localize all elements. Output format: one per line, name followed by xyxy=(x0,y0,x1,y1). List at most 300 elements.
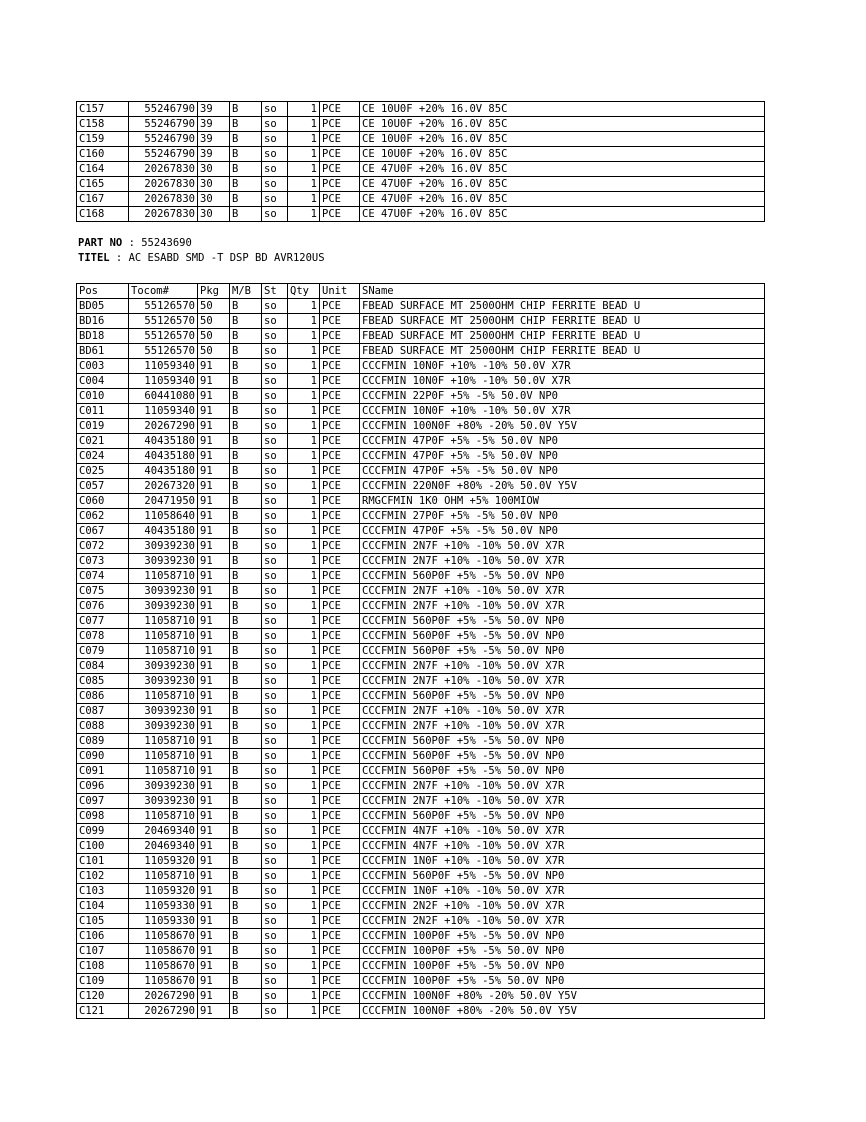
cell-tocom: 11058710 xyxy=(129,764,198,779)
cell-mb: B xyxy=(230,207,262,222)
cell-st: so xyxy=(262,359,288,374)
cell-mb: B xyxy=(230,809,262,824)
column-header-unit: Unit xyxy=(320,284,360,299)
table-row xyxy=(77,809,765,824)
cell-unit: PCE xyxy=(320,329,360,344)
title-separator: : xyxy=(109,252,129,264)
cell-unit: PCE xyxy=(320,749,360,764)
cell-pkg: 91 xyxy=(198,584,230,599)
cell-st: so xyxy=(262,177,288,192)
cell-mb: B xyxy=(230,344,262,359)
table-row xyxy=(77,854,765,869)
table-row xyxy=(77,614,765,629)
cell-sname: CCCFMIN 2N7F +10% -10% 50.0V X7R xyxy=(360,719,765,734)
cell-sname: CE 10U0F +20% 16.0V 85C xyxy=(360,147,765,162)
cell-qty: 1 xyxy=(288,704,320,719)
cell-pkg: 91 xyxy=(198,989,230,1004)
cell-qty: 1 xyxy=(288,147,320,162)
cell-pos: C108 xyxy=(77,959,129,974)
cell-sname: CE 47U0F +20% 16.0V 85C xyxy=(360,177,765,192)
table-row xyxy=(77,419,765,434)
cell-sname: CCCFMIN 100N0F +80% -20% 50.0V Y5V xyxy=(360,989,765,1004)
cell-qty: 1 xyxy=(288,884,320,899)
cell-pkg: 91 xyxy=(198,629,230,644)
table-row xyxy=(77,974,765,989)
cell-pos: C165 xyxy=(77,177,129,192)
cell-pkg: 50 xyxy=(198,314,230,329)
cell-st: so xyxy=(262,102,288,117)
cell-tocom: 30939230 xyxy=(129,704,198,719)
cell-unit: PCE xyxy=(320,974,360,989)
cell-mb: B xyxy=(230,494,262,509)
cell-pos: C167 xyxy=(77,192,129,207)
cell-pos: C164 xyxy=(77,162,129,177)
cell-unit: PCE xyxy=(320,809,360,824)
cell-mb: B xyxy=(230,599,262,614)
column-header-sname: SName xyxy=(360,284,765,299)
parts-table-body xyxy=(77,299,765,1019)
cell-qty: 1 xyxy=(288,509,320,524)
title-line xyxy=(78,251,325,265)
cell-mb: B xyxy=(230,404,262,419)
cell-st: so xyxy=(262,524,288,539)
cell-tocom: 40435180 xyxy=(129,524,198,539)
table-row xyxy=(77,659,765,674)
cell-unit: PCE xyxy=(320,854,360,869)
cell-st: so xyxy=(262,314,288,329)
table-row xyxy=(77,884,765,899)
cell-st: so xyxy=(262,644,288,659)
cell-pos: BD05 xyxy=(77,299,129,314)
cell-pos: C074 xyxy=(77,569,129,584)
cell-mb: B xyxy=(230,614,262,629)
cell-pkg: 91 xyxy=(198,809,230,824)
cell-unit: PCE xyxy=(320,554,360,569)
cell-pkg: 91 xyxy=(198,974,230,989)
title-value: AC ESABD SMD -T DSP BD AVR120US xyxy=(128,252,325,264)
table-row xyxy=(77,719,765,734)
table-row xyxy=(77,102,765,117)
cell-pkg: 91 xyxy=(198,374,230,389)
cell-pos: C084 xyxy=(77,659,129,674)
cell-pos: C103 xyxy=(77,884,129,899)
cell-unit: PCE xyxy=(320,389,360,404)
cell-qty: 1 xyxy=(288,689,320,704)
cell-st: so xyxy=(262,884,288,899)
cell-st: so xyxy=(262,374,288,389)
cell-sname: CE 47U0F +20% 16.0V 85C xyxy=(360,207,765,222)
cell-mb: B xyxy=(230,674,262,689)
cell-qty: 1 xyxy=(288,464,320,479)
cell-st: so xyxy=(262,749,288,764)
cell-unit: PCE xyxy=(320,899,360,914)
cell-sname: CCCFMIN 560P0F +5% -5% 50.0V NP0 xyxy=(360,614,765,629)
cell-sname: CCCFMIN 560P0F +5% -5% 50.0V NP0 xyxy=(360,689,765,704)
cell-sname: CCCFMIN 560P0F +5% -5% 50.0V NP0 xyxy=(360,749,765,764)
table-row xyxy=(77,207,765,222)
cell-qty: 1 xyxy=(288,674,320,689)
cell-qty: 1 xyxy=(288,779,320,794)
cell-pkg: 30 xyxy=(198,177,230,192)
cell-qty: 1 xyxy=(288,569,320,584)
cell-tocom: 40435180 xyxy=(129,449,198,464)
cell-st: so xyxy=(262,719,288,734)
cell-st: so xyxy=(262,464,288,479)
cell-pos: C060 xyxy=(77,494,129,509)
cell-mb: B xyxy=(230,162,262,177)
cell-tocom: 55126570 xyxy=(129,344,198,359)
cell-tocom: 11059340 xyxy=(129,374,198,389)
cell-qty: 1 xyxy=(288,389,320,404)
cell-pkg: 91 xyxy=(198,824,230,839)
cell-mb: B xyxy=(230,944,262,959)
cell-qty: 1 xyxy=(288,809,320,824)
cell-pos: C021 xyxy=(77,434,129,449)
cell-st: so xyxy=(262,974,288,989)
cell-pkg: 50 xyxy=(198,329,230,344)
table-row xyxy=(77,824,765,839)
cell-sname: CE 47U0F +20% 16.0V 85C xyxy=(360,192,765,207)
header-row xyxy=(77,284,765,299)
cell-unit: PCE xyxy=(320,479,360,494)
cell-tocom: 30939230 xyxy=(129,584,198,599)
cell-pos: BD18 xyxy=(77,329,129,344)
cell-pos: C024 xyxy=(77,449,129,464)
cell-mb: B xyxy=(230,869,262,884)
cell-qty: 1 xyxy=(288,554,320,569)
cell-pkg: 91 xyxy=(198,479,230,494)
cell-pos: C073 xyxy=(77,554,129,569)
cell-tocom: 55246790 xyxy=(129,132,198,147)
cell-sname: CCCFMIN 47P0F +5% -5% 50.0V NP0 xyxy=(360,524,765,539)
cell-pkg: 91 xyxy=(198,854,230,869)
cell-tocom: 11058710 xyxy=(129,569,198,584)
cell-unit: PCE xyxy=(320,132,360,147)
cell-pkg: 91 xyxy=(198,719,230,734)
cell-st: so xyxy=(262,944,288,959)
table-row xyxy=(77,794,765,809)
table-row xyxy=(77,779,765,794)
cell-unit: PCE xyxy=(320,869,360,884)
cell-pkg: 39 xyxy=(198,147,230,162)
cell-unit: PCE xyxy=(320,644,360,659)
cell-mb: B xyxy=(230,704,262,719)
part-number-value: 55243690 xyxy=(141,237,192,249)
cell-pos: C088 xyxy=(77,719,129,734)
column-header-pkg: Pkg xyxy=(198,284,230,299)
table-row xyxy=(77,509,765,524)
cell-sname: CCCFMIN 560P0F +5% -5% 50.0V NP0 xyxy=(360,644,765,659)
cell-pos: C091 xyxy=(77,764,129,779)
cell-unit: PCE xyxy=(320,344,360,359)
cell-qty: 1 xyxy=(288,329,320,344)
cell-mb: B xyxy=(230,914,262,929)
cell-mb: B xyxy=(230,584,262,599)
cell-tocom: 11058670 xyxy=(129,929,198,944)
cell-sname: CCCFMIN 2N2F +10% -10% 50.0V X7R xyxy=(360,899,765,914)
cell-sname: CCCFMIN 2N2F +10% -10% 50.0V X7R xyxy=(360,914,765,929)
cell-mb: B xyxy=(230,359,262,374)
cell-pos: C079 xyxy=(77,644,129,659)
cell-tocom: 11059330 xyxy=(129,899,198,914)
cell-mb: B xyxy=(230,314,262,329)
cell-unit: PCE xyxy=(320,404,360,419)
cell-tocom: 40435180 xyxy=(129,464,198,479)
cell-pos: C109 xyxy=(77,974,129,989)
cell-unit: PCE xyxy=(320,117,360,132)
cell-tocom: 20267830 xyxy=(129,162,198,177)
cell-unit: PCE xyxy=(320,674,360,689)
cell-qty: 1 xyxy=(288,944,320,959)
table-row xyxy=(77,869,765,884)
cell-tocom: 11058710 xyxy=(129,734,198,749)
table-row xyxy=(77,929,765,944)
cell-qty: 1 xyxy=(288,162,320,177)
cell-qty: 1 xyxy=(288,824,320,839)
cell-sname: CCCFMIN 2N7F +10% -10% 50.0V X7R xyxy=(360,674,765,689)
cell-st: so xyxy=(262,117,288,132)
cell-pkg: 91 xyxy=(198,449,230,464)
cell-sname: CCCFMIN 27P0F +5% -5% 50.0V NP0 xyxy=(360,509,765,524)
cell-st: so xyxy=(262,854,288,869)
cell-sname: CE 10U0F +20% 16.0V 85C xyxy=(360,117,765,132)
cell-st: so xyxy=(262,494,288,509)
cell-qty: 1 xyxy=(288,659,320,674)
cell-mb: B xyxy=(230,177,262,192)
cell-pos: C102 xyxy=(77,869,129,884)
cell-pos: C025 xyxy=(77,464,129,479)
cell-tocom: 11058710 xyxy=(129,614,198,629)
cell-unit: PCE xyxy=(320,629,360,644)
cell-sname: CCCFMIN 100N0F +80% -20% 50.0V Y5V xyxy=(360,1004,765,1019)
cell-mb: B xyxy=(230,629,262,644)
cell-mb: B xyxy=(230,147,262,162)
cell-tocom: 20469340 xyxy=(129,839,198,854)
cell-qty: 1 xyxy=(288,989,320,1004)
cell-unit: PCE xyxy=(320,779,360,794)
cell-qty: 1 xyxy=(288,584,320,599)
cell-pkg: 91 xyxy=(198,509,230,524)
cell-pkg: 91 xyxy=(198,539,230,554)
table-row xyxy=(77,584,765,599)
cell-st: so xyxy=(262,449,288,464)
table-row xyxy=(77,674,765,689)
table-row xyxy=(77,959,765,974)
cell-sname: CCCFMIN 2N7F +10% -10% 50.0V X7R xyxy=(360,659,765,674)
cell-pkg: 91 xyxy=(198,944,230,959)
cell-qty: 1 xyxy=(288,404,320,419)
table-row xyxy=(77,524,765,539)
cell-pkg: 91 xyxy=(198,389,230,404)
cell-st: so xyxy=(262,344,288,359)
cell-sname: CCCFMIN 1N0F +10% -10% 50.0V X7R xyxy=(360,884,765,899)
cell-pkg: 91 xyxy=(198,614,230,629)
cell-pkg: 30 xyxy=(198,162,230,177)
cell-tocom: 55246790 xyxy=(129,147,198,162)
cell-mb: B xyxy=(230,689,262,704)
cell-unit: PCE xyxy=(320,449,360,464)
cell-mb: B xyxy=(230,854,262,869)
cell-qty: 1 xyxy=(288,132,320,147)
cell-sname: CCCFMIN 2N7F +10% -10% 50.0V X7R xyxy=(360,554,765,569)
cell-sname: CCCFMIN 100N0F +80% -20% 50.0V Y5V xyxy=(360,419,765,434)
cell-pkg: 39 xyxy=(198,102,230,117)
cell-tocom: 20267290 xyxy=(129,989,198,1004)
parts-table-continued xyxy=(76,101,765,222)
table-row xyxy=(77,569,765,584)
table-row xyxy=(77,344,765,359)
cell-sname: RMGCFMIN 1K0 OHM +5% 100MIOW xyxy=(360,494,765,509)
table-row xyxy=(77,734,765,749)
cell-pkg: 91 xyxy=(198,959,230,974)
cell-qty: 1 xyxy=(288,117,320,132)
cell-qty: 1 xyxy=(288,749,320,764)
cell-pos: C067 xyxy=(77,524,129,539)
cell-tocom: 11059320 xyxy=(129,884,198,899)
cell-tocom: 30939230 xyxy=(129,779,198,794)
cell-pkg: 30 xyxy=(198,192,230,207)
cell-qty: 1 xyxy=(288,299,320,314)
cell-pkg: 91 xyxy=(198,1004,230,1019)
table-row xyxy=(77,177,765,192)
cell-st: so xyxy=(262,434,288,449)
cell-unit: PCE xyxy=(320,464,360,479)
cell-mb: B xyxy=(230,569,262,584)
cell-st: so xyxy=(262,1004,288,1019)
cell-mb: B xyxy=(230,794,262,809)
cell-mb: B xyxy=(230,479,262,494)
column-header-st: St xyxy=(262,284,288,299)
cell-unit: PCE xyxy=(320,704,360,719)
cell-tocom: 11058710 xyxy=(129,869,198,884)
cell-unit: PCE xyxy=(320,314,360,329)
cell-sname: CCCFMIN 2N7F +10% -10% 50.0V X7R xyxy=(360,779,765,794)
cell-tocom: 11058710 xyxy=(129,629,198,644)
cell-tocom: 30939230 xyxy=(129,554,198,569)
cell-pos: C157 xyxy=(77,102,129,117)
cell-pkg: 91 xyxy=(198,869,230,884)
part-number-separator: : xyxy=(122,237,142,249)
cell-mb: B xyxy=(230,389,262,404)
cell-mb: B xyxy=(230,299,262,314)
cell-sname: CCCFMIN 22P0F +5% -5% 50.0V NP0 xyxy=(360,389,765,404)
column-header-mb: M/B xyxy=(230,284,262,299)
cell-qty: 1 xyxy=(288,1004,320,1019)
cell-tocom: 55126570 xyxy=(129,299,198,314)
cell-unit: PCE xyxy=(320,162,360,177)
cell-pkg: 91 xyxy=(198,914,230,929)
cell-unit: PCE xyxy=(320,599,360,614)
cell-qty: 1 xyxy=(288,869,320,884)
cell-tocom: 30939230 xyxy=(129,659,198,674)
cell-sname: FBEAD SURFACE MT 2500OHM CHIP FERRITE BEAD U xyxy=(360,299,765,314)
cell-pos: C057 xyxy=(77,479,129,494)
table-row xyxy=(77,599,765,614)
table-row xyxy=(77,147,765,162)
cell-st: so xyxy=(262,162,288,177)
cell-unit: PCE xyxy=(320,494,360,509)
cell-mb: B xyxy=(230,839,262,854)
cell-unit: PCE xyxy=(320,584,360,599)
cell-tocom: 30939230 xyxy=(129,674,198,689)
cell-pkg: 91 xyxy=(198,569,230,584)
cell-unit: PCE xyxy=(320,177,360,192)
cell-pos: C097 xyxy=(77,794,129,809)
table-row xyxy=(77,554,765,569)
cell-pos: C105 xyxy=(77,914,129,929)
cell-pkg: 91 xyxy=(198,674,230,689)
cell-pkg: 91 xyxy=(198,659,230,674)
cell-tocom: 30939230 xyxy=(129,794,198,809)
cell-qty: 1 xyxy=(288,929,320,944)
cell-pos: C087 xyxy=(77,704,129,719)
cell-mb: B xyxy=(230,539,262,554)
cell-qty: 1 xyxy=(288,599,320,614)
cell-st: so xyxy=(262,914,288,929)
cell-sname: CCCFMIN 560P0F +5% -5% 50.0V NP0 xyxy=(360,869,765,884)
cell-mb: B xyxy=(230,449,262,464)
cell-sname: CCCFMIN 100P0F +5% -5% 50.0V NP0 xyxy=(360,929,765,944)
table-row xyxy=(77,449,765,464)
cell-unit: PCE xyxy=(320,884,360,899)
cell-tocom: 60441080 xyxy=(129,389,198,404)
cell-unit: PCE xyxy=(320,524,360,539)
table-row xyxy=(77,629,765,644)
cell-unit: PCE xyxy=(320,434,360,449)
table-row xyxy=(77,434,765,449)
parts-table xyxy=(76,283,765,1019)
cell-qty: 1 xyxy=(288,914,320,929)
cell-sname: FBEAD SURFACE MT 2500OHM CHIP FERRITE BEAD U xyxy=(360,344,765,359)
cell-sname: CCCFMIN 10N0F +10% -10% 50.0V X7R xyxy=(360,374,765,389)
cell-pkg: 91 xyxy=(198,359,230,374)
cell-mb: B xyxy=(230,1004,262,1019)
cell-qty: 1 xyxy=(288,177,320,192)
cell-mb: B xyxy=(230,434,262,449)
cell-qty: 1 xyxy=(288,192,320,207)
cell-tocom: 55246790 xyxy=(129,102,198,117)
cell-pos: C003 xyxy=(77,359,129,374)
cell-st: so xyxy=(262,479,288,494)
cell-qty: 1 xyxy=(288,959,320,974)
table-row xyxy=(77,374,765,389)
cell-sname: CCCFMIN 47P0F +5% -5% 50.0V NP0 xyxy=(360,449,765,464)
cell-unit: PCE xyxy=(320,824,360,839)
cell-unit: PCE xyxy=(320,659,360,674)
cell-qty: 1 xyxy=(288,207,320,222)
table-row xyxy=(77,117,765,132)
cell-sname: CCCFMIN 2N7F +10% -10% 50.0V X7R xyxy=(360,539,765,554)
cell-sname: CE 47U0F +20% 16.0V 85C xyxy=(360,162,765,177)
table-row xyxy=(77,944,765,959)
cell-tocom: 11058670 xyxy=(129,944,198,959)
cell-sname: CCCFMIN 4N7F +10% -10% 50.0V X7R xyxy=(360,839,765,854)
parts-table-continued-body xyxy=(77,102,765,222)
cell-unit: PCE xyxy=(320,509,360,524)
cell-pkg: 91 xyxy=(198,554,230,569)
cell-st: so xyxy=(262,569,288,584)
cell-qty: 1 xyxy=(288,854,320,869)
cell-sname: CE 10U0F +20% 16.0V 85C xyxy=(360,132,765,147)
cell-tocom: 40435180 xyxy=(129,434,198,449)
cell-tocom: 11059330 xyxy=(129,914,198,929)
cell-sname: FBEAD SURFACE MT 2500OHM CHIP FERRITE BEAD U xyxy=(360,329,765,344)
cell-qty: 1 xyxy=(288,794,320,809)
cell-st: so xyxy=(262,614,288,629)
cell-mb: B xyxy=(230,102,262,117)
cell-pos: C160 xyxy=(77,147,129,162)
cell-sname: CCCFMIN 100P0F +5% -5% 50.0V NP0 xyxy=(360,959,765,974)
